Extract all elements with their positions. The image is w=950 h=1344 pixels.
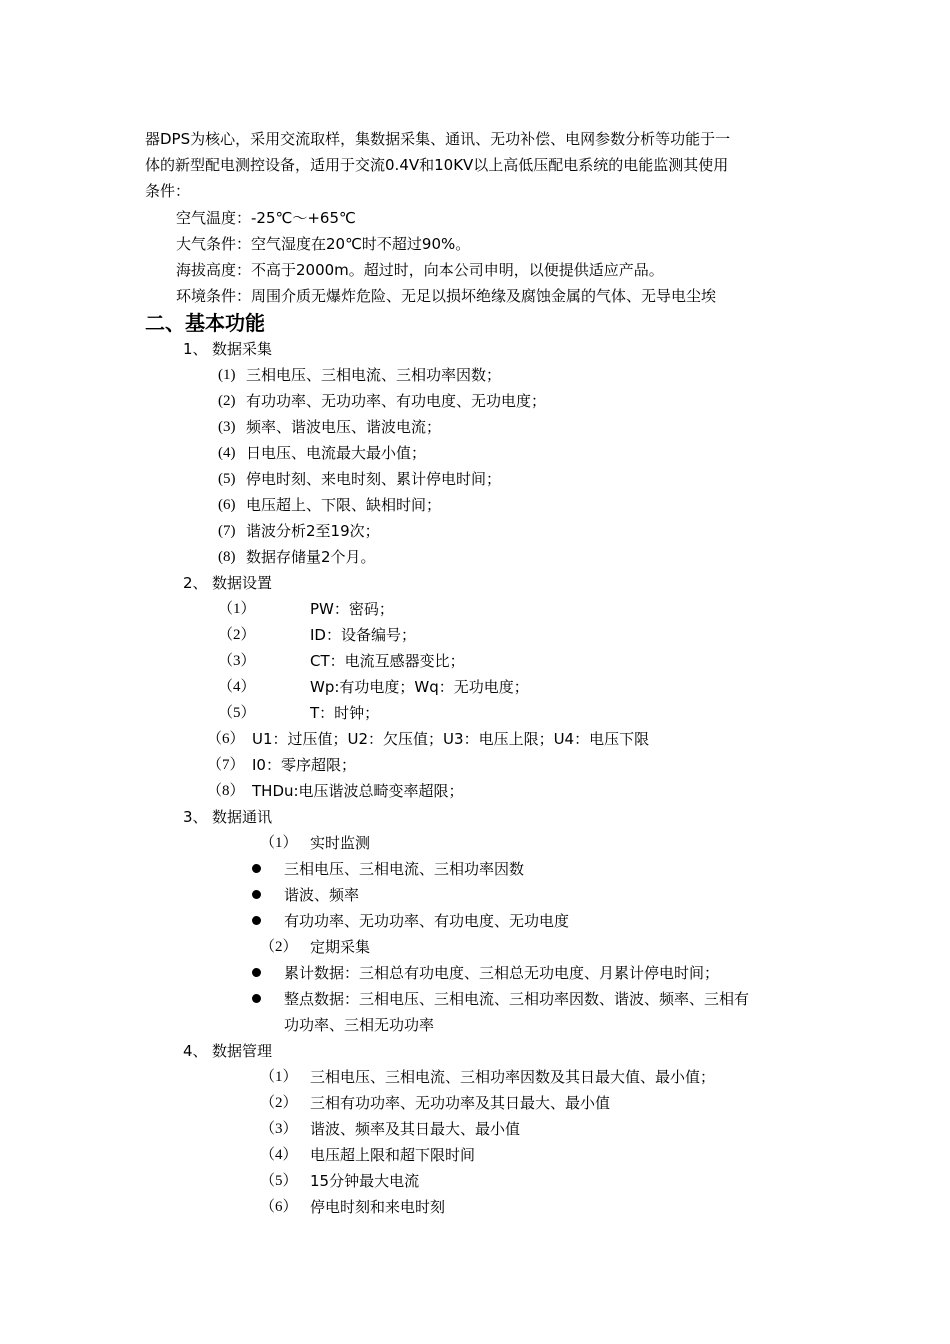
condition-temperature: 空气温度：-25℃～+65℃ <box>176 209 356 227</box>
condition-atmosphere: 大气条件：空气湿度在20℃时不超过90%。 <box>176 235 471 253</box>
s3-title: 数据通讯 <box>212 808 273 826</box>
bullet-icon <box>252 916 261 925</box>
s2-item-6: U1：过压值；U2：欠压值；U3：电压上限；U4：电压下限 <box>252 730 650 748</box>
s1-item-3: 频率、谐波电压、谐波电流； <box>246 418 442 436</box>
s2-number: 2、 <box>183 574 208 592</box>
s1-item-1: 三相电压、三相电流、三相功率因数； <box>246 366 502 384</box>
s3-bullet-2: 谐波、频率 <box>284 886 360 904</box>
s4-item-4-num: （4） <box>260 1147 298 1163</box>
bullet-icon <box>252 994 261 1003</box>
s4-title: 数据管理 <box>212 1042 273 1060</box>
condition-environment: 环境条件：周围介质无爆炸危险、无足以损坏绝缘及腐蚀金属的气体、无导电尘埃 <box>176 287 717 305</box>
s2-item-7-num: （7） <box>207 757 245 773</box>
s1-item-2: 有功功率、无功功率、有功电度、无功电度； <box>246 392 547 410</box>
s2-item-8-num: （8） <box>207 783 245 799</box>
s2-item-2: ID：设备编号； <box>310 626 416 644</box>
s4-item-4: 电压超上限和超下限时间 <box>310 1146 476 1164</box>
s3-bullet-5: 整点数据：三相电压、三相电流、三相功率因数、谐波、频率、三相有 <box>284 990 750 1008</box>
s3-bullet-1: 三相电压、三相电流、三相功率因数 <box>284 860 525 878</box>
s4-item-5-num: （5） <box>260 1173 298 1189</box>
s1-item-5: 停电时刻、来电时刻、累计停电时间； <box>246 470 502 488</box>
s1-item-5-num: (5) <box>218 471 236 487</box>
s2-item-7: I0：零序超限； <box>252 756 356 774</box>
s2-item-3-num: （3） <box>218 653 256 669</box>
s1-item-8: 数据存储量2个月。 <box>246 548 376 566</box>
intro-line-3: 条件： <box>145 182 191 200</box>
s4-item-3: 谐波、频率及其日最大、最小值 <box>310 1120 521 1138</box>
s4-item-2: 三相有功功率、无功功率及其日最大、最小值 <box>310 1094 611 1112</box>
s1-item-4-num: (4) <box>218 445 236 461</box>
intro-line-1: 器DPS为核心，采用交流取样，集数据采集、通讯、无功补偿、电网参数分析等功能于一 <box>145 130 731 148</box>
s4-item-6-num: （6） <box>260 1199 298 1215</box>
s2-title: 数据设置 <box>212 574 273 592</box>
s4-item-2-num: （2） <box>260 1095 298 1111</box>
s4-number: 4、 <box>183 1042 208 1060</box>
s4-item-6: 停电时刻和来电时刻 <box>310 1198 446 1216</box>
s1-item-3-num: (3) <box>218 419 236 435</box>
s2-item-5: T：时钟； <box>310 704 380 722</box>
s2-item-1-num: （1） <box>218 601 256 617</box>
intro-line-2: 体的新型配电测控设备，适用于交流0.4V和10KV以上高低压配电系统的电能监测其使用 <box>145 156 729 174</box>
s3-sub2-num: （2） <box>260 939 298 955</box>
s1-item-2-num: (2) <box>218 393 236 409</box>
condition-altitude: 海拔高度：不高于2000m。超过时，向本公司申明，以便提供适应产品。 <box>176 261 664 279</box>
s3-bullet-4: 累计数据：三相总有功电度、三相总无功电度、月累计停电时间； <box>284 964 720 982</box>
s1-item-4: 日电压、电流最大最小值； <box>246 444 427 462</box>
s1-item-7: 谐波分析2至19次； <box>246 522 380 540</box>
s1-item-6-num: (6) <box>218 497 236 513</box>
s2-item-2-num: （2） <box>218 627 256 643</box>
s4-item-1-num: （1） <box>260 1069 298 1085</box>
s3-sub1-num: （1） <box>260 835 298 851</box>
s3-bullet-5-cont: 功功率、三相无功功率 <box>284 1016 435 1034</box>
section-title: 二、基本功能 <box>145 311 265 335</box>
s1-item-7-num: (7) <box>218 523 236 539</box>
s2-item-8: THDu:电压谐波总畸变率超限； <box>252 782 464 800</box>
s2-item-5-num: （5） <box>218 705 256 721</box>
s1-item-8-num: (8) <box>218 549 236 565</box>
s4-item-3-num: （3） <box>260 1121 298 1137</box>
s3-sub1-title: 实时监测 <box>310 834 371 852</box>
s2-item-6-num: （6） <box>207 731 245 747</box>
s2-item-3: CT：电流互感器变比； <box>310 652 465 670</box>
s3-number: 3、 <box>183 808 208 826</box>
s1-number: 1、 <box>183 340 208 358</box>
s1-item-6: 电压超上、下限、缺相时间； <box>246 496 442 514</box>
s2-item-1: PW：密码； <box>310 600 394 618</box>
s1-item-1-num: (1) <box>218 367 236 383</box>
s4-item-5: 15分钟最大电流 <box>310 1172 420 1190</box>
s3-sub2-title: 定期采集 <box>310 938 371 956</box>
bullet-icon <box>252 968 261 977</box>
s4-item-1: 三相电压、三相电流、三相功率因数及其日最大值、最小值； <box>310 1068 716 1086</box>
s2-item-4-num: （4） <box>218 679 256 695</box>
s3-bullet-3: 有功功率、无功功率、有功电度、无功电度 <box>284 912 570 930</box>
bullet-icon <box>252 864 261 873</box>
s1-title: 数据采集 <box>212 340 273 358</box>
bullet-icon <box>252 890 261 899</box>
s2-item-4: Wp:有功电度；Wq：无功电度； <box>310 678 529 696</box>
